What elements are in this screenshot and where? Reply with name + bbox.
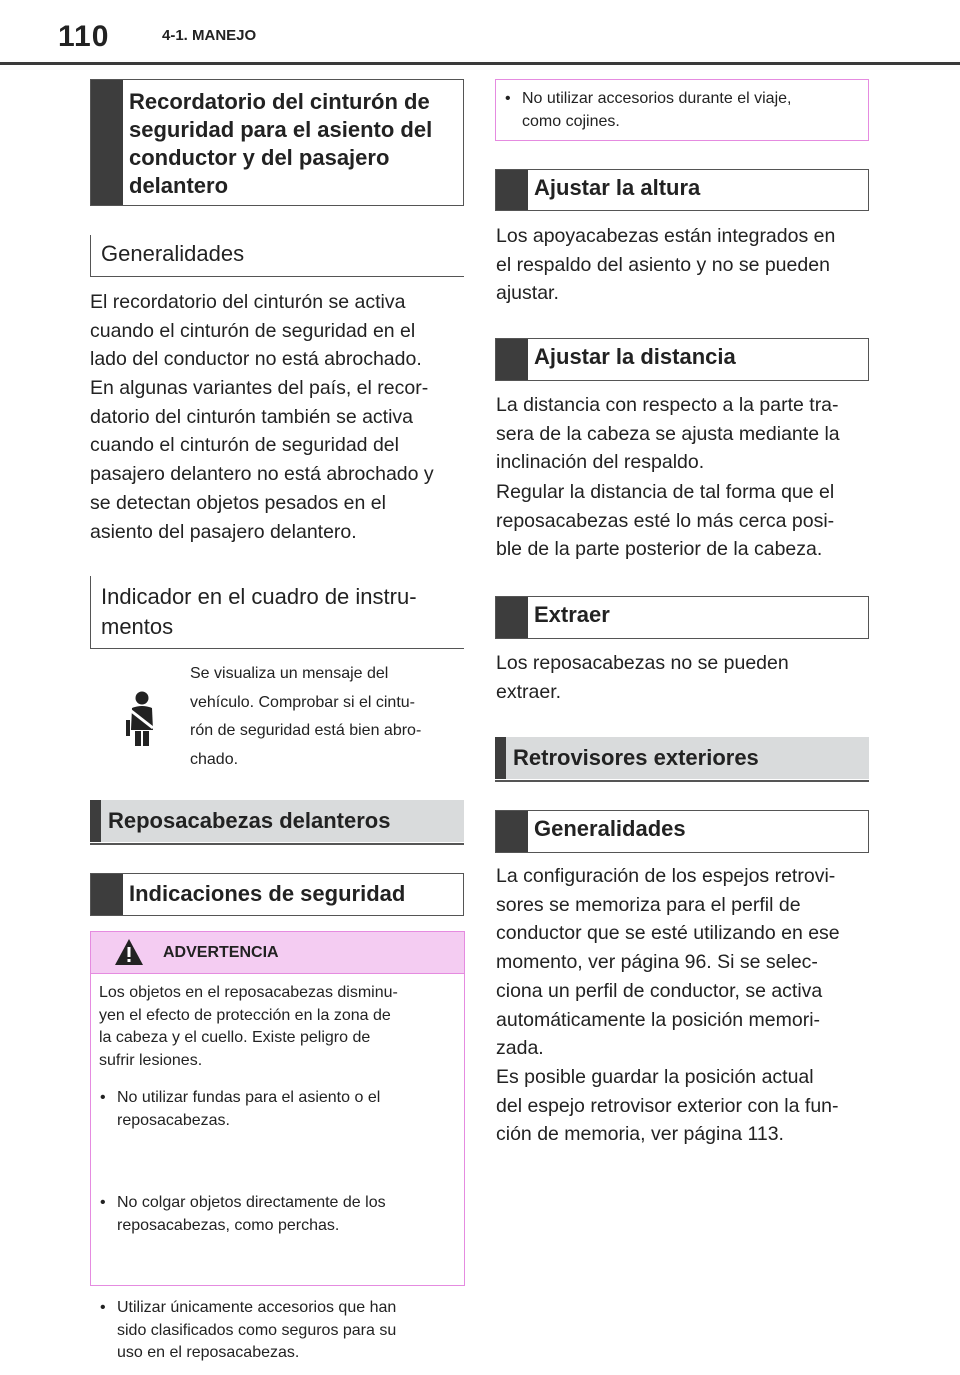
subheading-text: Generalidades — [101, 241, 245, 266]
paragraph-distancia-2 — [496, 478, 876, 564]
paragraph-reminder-1 — [90, 288, 470, 374]
text-line: La distancia con respecto a la parte tra- — [496, 394, 839, 416]
heading-extraer — [495, 596, 869, 639]
heading-bar — [495, 737, 506, 779]
bullet-dot: • — [100, 1194, 106, 1211]
warning-intro — [99, 982, 459, 1072]
text-line: ble de la parte posterior de la cabeza. — [496, 538, 823, 561]
text-line: reposacabezas esté lo más cerca posi- — [496, 509, 835, 532]
warning-bullet — [91, 1192, 477, 1237]
heading-bar — [91, 874, 123, 915]
text-line: ción de memoria, ver página 113. — [496, 1123, 784, 1146]
heading-bar — [496, 170, 528, 210]
seatbelt-warning-icon — [122, 690, 162, 748]
paragraph-generalidades-2 — [496, 1063, 876, 1149]
text-line: reposacabezas. — [117, 1111, 230, 1129]
heading-reposacabezas — [90, 800, 464, 842]
text-line: automáticamente la posición memori- — [496, 1008, 821, 1031]
text-line: El recordatorio del cinturón se activa — [90, 291, 406, 313]
warning-box — [90, 931, 465, 1361]
paragraph-generalidades-1 — [496, 862, 876, 1063]
title-line: Recordatorio del cinturón de — [129, 89, 430, 114]
text-line: No utilizar accesorios durante el viaje, — [522, 90, 792, 107]
text-line: sufrir lesiones. — [99, 1051, 203, 1069]
text-line: Se visualiza un mensaje del — [190, 665, 389, 682]
text-line: Utilizar únicamente accesorios que han — [117, 1299, 397, 1316]
text-line: mentos — [101, 614, 174, 639]
text-line: No colgar objetos directamente de los — [117, 1194, 386, 1211]
text-line: En algunas variantes del país, el recor- — [90, 377, 429, 399]
heading-text: Ajustar la distancia — [534, 344, 736, 369]
text-line: rón de seguridad está bien abro- — [190, 722, 422, 739]
text-line: momento, ver página 96. Si se selec- — [496, 951, 818, 974]
text-line: cuando el cinturón de seguridad del — [90, 434, 399, 457]
heading-text: Ajustar la altura — [534, 175, 701, 200]
heading-generalidades-right — [495, 810, 869, 853]
heading-ajustar-distancia — [495, 338, 869, 381]
text-line: el respaldo del asiento y no se pueden — [496, 253, 830, 276]
text-line: ajustar. — [496, 282, 559, 305]
text-line: pasajero delantero no está abrochado y — [90, 463, 434, 486]
text-line: sera de la cabeza se ajusta mediante la — [496, 422, 840, 445]
text-line: zada. — [496, 1037, 544, 1060]
text-line: vehículo. Comprobar si el cintu- — [190, 693, 415, 711]
indicator-text — [190, 660, 465, 774]
text-line: Los reposacabezas no se pueden — [496, 652, 789, 674]
text-line: la cabeza y el cuello. Existe peligro de — [99, 1029, 371, 1046]
heading-text: Extraer — [534, 602, 610, 627]
text-line: uso en el reposacabezas. — [117, 1344, 300, 1361]
heading-underline — [495, 780, 869, 782]
paragraph-distancia-1 — [496, 391, 876, 477]
subheading-text — [91, 576, 464, 642]
text-line: La configuración de los espejos retrovi- — [496, 865, 836, 887]
text-line: cuando el cinturón de seguridad en el — [90, 319, 416, 342]
text-line: datorio del cinturón también se activa — [90, 405, 414, 428]
paragraph-altura — [496, 222, 876, 308]
paragraph-reminder-2 — [90, 374, 470, 546]
heading-title — [129, 88, 453, 200]
text-line: como cojines. — [522, 112, 620, 130]
text-line: Los apoyacabezas están integrados en — [496, 225, 836, 247]
heading-text: Reposacabezas delanteros — [108, 808, 391, 833]
warning-box-continued — [495, 79, 869, 141]
bullet-dot: • — [505, 90, 511, 107]
warning-bullet — [91, 1087, 477, 1132]
text-line: conductor que se esté utilizando en ese — [496, 922, 840, 945]
text-line: extraer. — [496, 680, 562, 703]
text-line: inclinación del respaldo. — [496, 451, 705, 474]
text-line: chado. — [190, 750, 239, 768]
heading-bar — [496, 339, 528, 380]
warning-triangle-icon — [113, 937, 145, 972]
text-line: No utilizar fundas para el asiento o el — [117, 1089, 381, 1106]
heading-underline — [90, 843, 464, 845]
heading-ajustar-altura — [495, 169, 869, 211]
heading-safety-notes — [90, 873, 464, 916]
text-line: sores se memoriza para el perfil de — [496, 893, 801, 916]
text-line: Es posible guardar la posición actual — [496, 1066, 814, 1088]
text-line: asiento del pasajero delantero. — [90, 520, 357, 543]
text-line: sido clasificados como seguros para su — [117, 1321, 397, 1339]
text-line: Regular la distancia de tal forma que el — [496, 481, 835, 503]
heading-bar — [91, 80, 123, 205]
text-line: Indicador en el cuadro de instru- — [101, 584, 417, 609]
text-line: yen el efecto de protección en la zona de — [99, 1006, 391, 1024]
paragraph-extraer — [496, 649, 876, 706]
subheading-generalidades — [90, 235, 464, 277]
warning-bullet — [91, 1297, 477, 1365]
subheading-underline — [91, 276, 464, 277]
text-line: ciona un perfil de conductor, se activa — [496, 979, 823, 1002]
header-rule — [0, 62, 960, 65]
warning-bullet — [496, 88, 882, 133]
title-line: seguridad para el asiento del — [129, 117, 433, 142]
warning-title: ADVERTENCIA — [163, 944, 279, 961]
bullet-dot: • — [100, 1089, 106, 1106]
section-title: 4-1. MANEJO — [162, 27, 257, 44]
heading-bar — [496, 597, 528, 638]
subheading-underline — [91, 648, 464, 649]
heading-retrovisores — [495, 737, 869, 779]
bullet-dot: • — [100, 1299, 106, 1316]
heading-seatbelt-reminder — [90, 79, 464, 206]
text-line: lado del conductor no está abrochado. — [90, 348, 422, 371]
text-line: reposacabezas, como perchas. — [117, 1216, 340, 1234]
warning-header — [91, 932, 464, 974]
title-line: conductor y del pasajero — [129, 145, 390, 170]
page-number: 110 — [58, 20, 110, 53]
heading-text: Indicaciones de seguridad — [129, 881, 406, 906]
heading-text: Retrovisores exteriores — [513, 745, 759, 770]
title-line: delantero — [129, 173, 229, 198]
heading-text: Generalidades — [534, 816, 686, 841]
heading-bar — [90, 800, 101, 842]
text-line: Los objetos en el reposacabezas disminu- — [99, 984, 398, 1001]
subheading-indicador — [90, 576, 464, 649]
heading-bar — [496, 811, 528, 852]
text-line: se detectan objetos pesados en el — [90, 491, 386, 514]
text-line: del espejo retrovisor exterior con la fun- — [496, 1094, 839, 1117]
